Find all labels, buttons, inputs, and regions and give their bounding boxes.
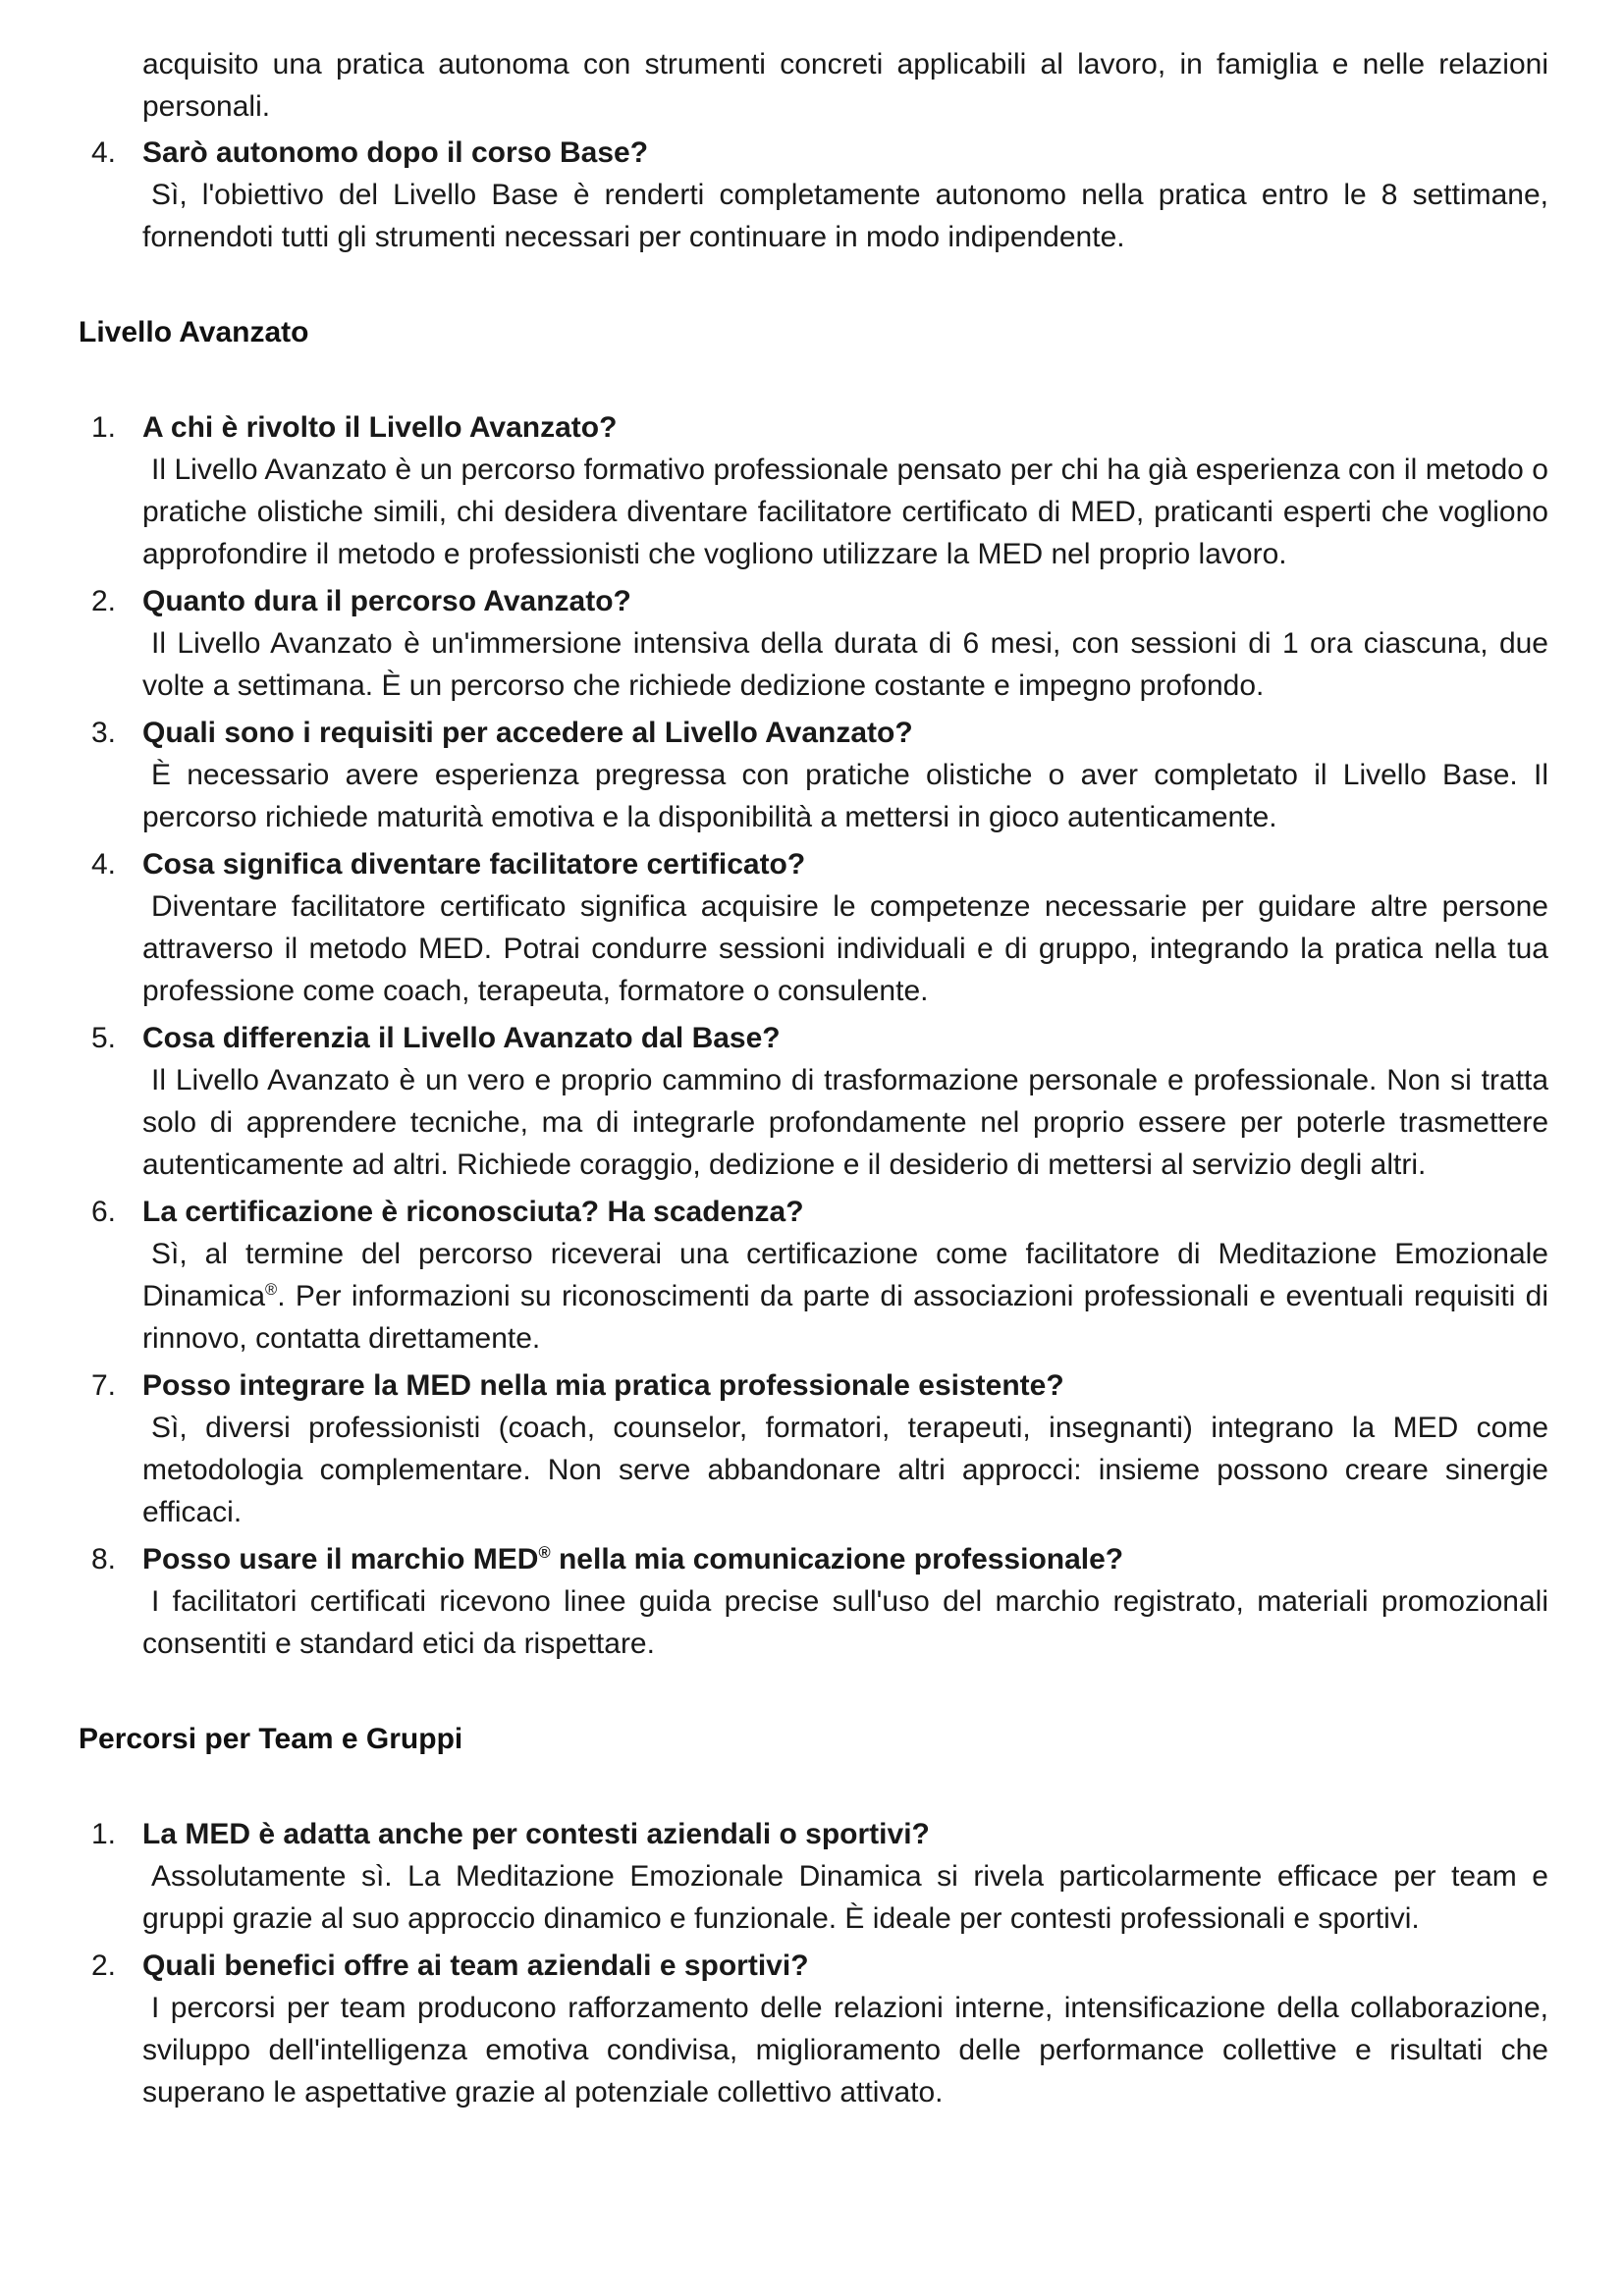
faq-item — [79, 712, 1548, 838]
faq-question-text: Cosa significa diventare facilitatore certificato? — [142, 848, 806, 881]
faq-answer: Il Livello Avanzato è un percorso formativo professionale pensato per chi ha già esperienza con il metodo o pratiche olistiche simili, chi desidera diventare facilitatore certificato di MED, praticanti esperti che vogliono approfondire il metodo e professionisti che vogliono utilizzare la MED nel proprio lavoro. — [142, 454, 1548, 570]
faq-question-text: Quali benefici offre ai team aziendali e sportivi? — [142, 1949, 809, 1982]
faq-list-livello-avanzato — [79, 406, 1548, 1665]
faq-item — [79, 1538, 1548, 1665]
list-number: 1. — [91, 411, 117, 444]
faq-answer: È necessario avere esperienza pregressa con pratiche olistiche o aver completato il Livello Base. Il percorso richiede maturità emotiva e la disponibilità a mettersi in gioco autenticamente. — [142, 759, 1548, 833]
list-number: 2. — [91, 585, 117, 617]
faq-question — [91, 406, 1548, 449]
faq-answer-text: Sì, al termine del percorso riceverai una certificazione come facilitatore di Meditazione Emozionale Dinamica — [142, 1238, 1548, 1312]
faq-question-text: A chi è rivolto il Livello Avanzato? — [142, 411, 618, 444]
faq-item — [79, 843, 1548, 1012]
faq-question-text: Quanto dura il percorso Avanzato? — [142, 585, 631, 617]
faq-question — [91, 1813, 1548, 1855]
continuation-paragraph: acquisito una pratica autonoma con strumenti concreti applicabili al lavoro, in famiglia e nelle relazioni personali. — [142, 48, 1548, 123]
faq-question — [91, 1538, 1548, 1580]
faq-question — [91, 580, 1548, 622]
faq-answer: I percorsi per team producono rafforzamento delle relazioni interne, intensificazione della collaborazione, sviluppo dell'intelligenza emotiva condivisa, miglioramento delle performance collettive e risultati che superano le aspettative grazie al potenziale collettivo attivato. — [142, 1992, 1548, 2109]
registered-trademark-symbol: ® — [265, 1281, 278, 1299]
faq-answer-text: . Per informazioni su riconoscimenti da parte di associazioni professionali e eventuali requisiti di rinnovo, contatta direttamente. — [142, 1280, 1548, 1355]
faq-item — [79, 1945, 1548, 2113]
faq-list-team-gruppi — [79, 1813, 1548, 2113]
section-heading-livello-avanzato: Livello Avanzato — [79, 316, 309, 348]
faq-answer: Assolutamente sì. La Meditazione Emozionale Dinamica si rivela particolarmente efficace per team e gruppi grazie al suo approccio dinamico e funzionale. È ideale per contesti professionali e sportivi. — [142, 1860, 1548, 1935]
list-number: 2. — [91, 1949, 117, 1982]
faq-answer: Sì, diversi professionisti (coach, counselor, formatori, terapeuti, insegnanti) integrano la MED come metodologia complementare. Non serve abbandonare altri approcci: insieme possono creare sinergie efficaci. — [142, 1412, 1548, 1528]
faq-item — [79, 1364, 1548, 1533]
faq-question — [91, 1945, 1548, 1987]
section-heading-percorsi-team-gruppi: Percorsi per Team e Gruppi — [79, 1723, 463, 1755]
faq-item — [79, 580, 1548, 707]
faq-answer: Diventare facilitatore certificato significa acquisire le competenze necessarie per guidare altre persone attraverso il metodo MED. Potrai condurre sessioni individuali e di gruppo, integrando la pratica nella tua professione come coach, terapeuta, formatore o consulente. — [142, 890, 1548, 1007]
faq-question-text: La certificazione è riconosciuta? Ha scadenza? — [142, 1196, 804, 1228]
list-number: 8. — [91, 1543, 117, 1575]
faq-question-text: Cosa differenzia il Livello Avanzato dal Base? — [142, 1022, 781, 1054]
faq-question-text: La MED è adatta anche per contesti aziendali o sportivi? — [142, 1818, 930, 1850]
faq-item — [79, 1191, 1548, 1360]
faq-list-base — [79, 132, 1548, 258]
faq-question-text: Sarò autonomo dopo il corso Base? — [142, 136, 649, 169]
faq-question-text: Posso integrare la MED nella mia pratica professionale esistente? — [142, 1369, 1064, 1402]
registered-trademark-symbol: ® — [538, 1544, 551, 1562]
faq-question-text: Quali sono i requisiti per accedere al Livello Avanzato? — [142, 717, 913, 749]
faq-answer: I facilitatori certificati ricevono linee guida precise sull'uso del marchio registrato, materiali promozionali consentiti e standard etici da rispettare. — [142, 1585, 1548, 1660]
faq-question — [91, 132, 1548, 174]
faq-question-text — [142, 1543, 1123, 1575]
list-number: 6. — [91, 1196, 117, 1228]
faq-question — [91, 1017, 1548, 1059]
faq-item — [79, 132, 1548, 258]
list-number: 4. — [91, 136, 117, 169]
faq-question-part: nella mia comunicazione professionale? — [550, 1543, 1124, 1575]
faq-answer — [142, 1233, 1548, 1360]
list-number: 7. — [91, 1369, 117, 1402]
faq-question — [91, 1364, 1548, 1407]
faq-item — [79, 1813, 1548, 1940]
list-number: 5. — [91, 1022, 117, 1054]
faq-answer: Il Livello Avanzato è un'immersione intensiva della durata di 6 mesi, con sessioni di 1 ora ciascuna, due volte a settimana. È un percorso che richiede dedizione costante e impegno profondo. — [142, 627, 1548, 702]
faq-question — [91, 843, 1548, 885]
faq-item — [79, 1017, 1548, 1186]
faq-item — [79, 406, 1548, 575]
list-number: 4. — [91, 848, 117, 881]
faq-answer: Il Livello Avanzato è un vero e proprio cammino di trasformazione personale e professionale. Non si tratta solo di apprendere tecniche, ma di integrarle profondamente nel proprio essere per poterle trasmettere autenticamente ad altri. Richiede coraggio, dedizione e il desiderio di mettersi al servizio degli altri. — [142, 1064, 1548, 1181]
faq-question — [91, 1191, 1548, 1233]
list-number: 3. — [91, 717, 117, 749]
list-number: 1. — [91, 1818, 117, 1850]
faq-answer: Sì, l'obiettivo del Livello Base è renderti completamente autonomo nella pratica entro le 8 settimane, fornendoti tutti gli strumenti necessari per continuare in modo indipendente. — [142, 179, 1548, 253]
faq-question — [91, 712, 1548, 754]
faq-question-part: Posso usare il marchio MED — [142, 1543, 539, 1575]
